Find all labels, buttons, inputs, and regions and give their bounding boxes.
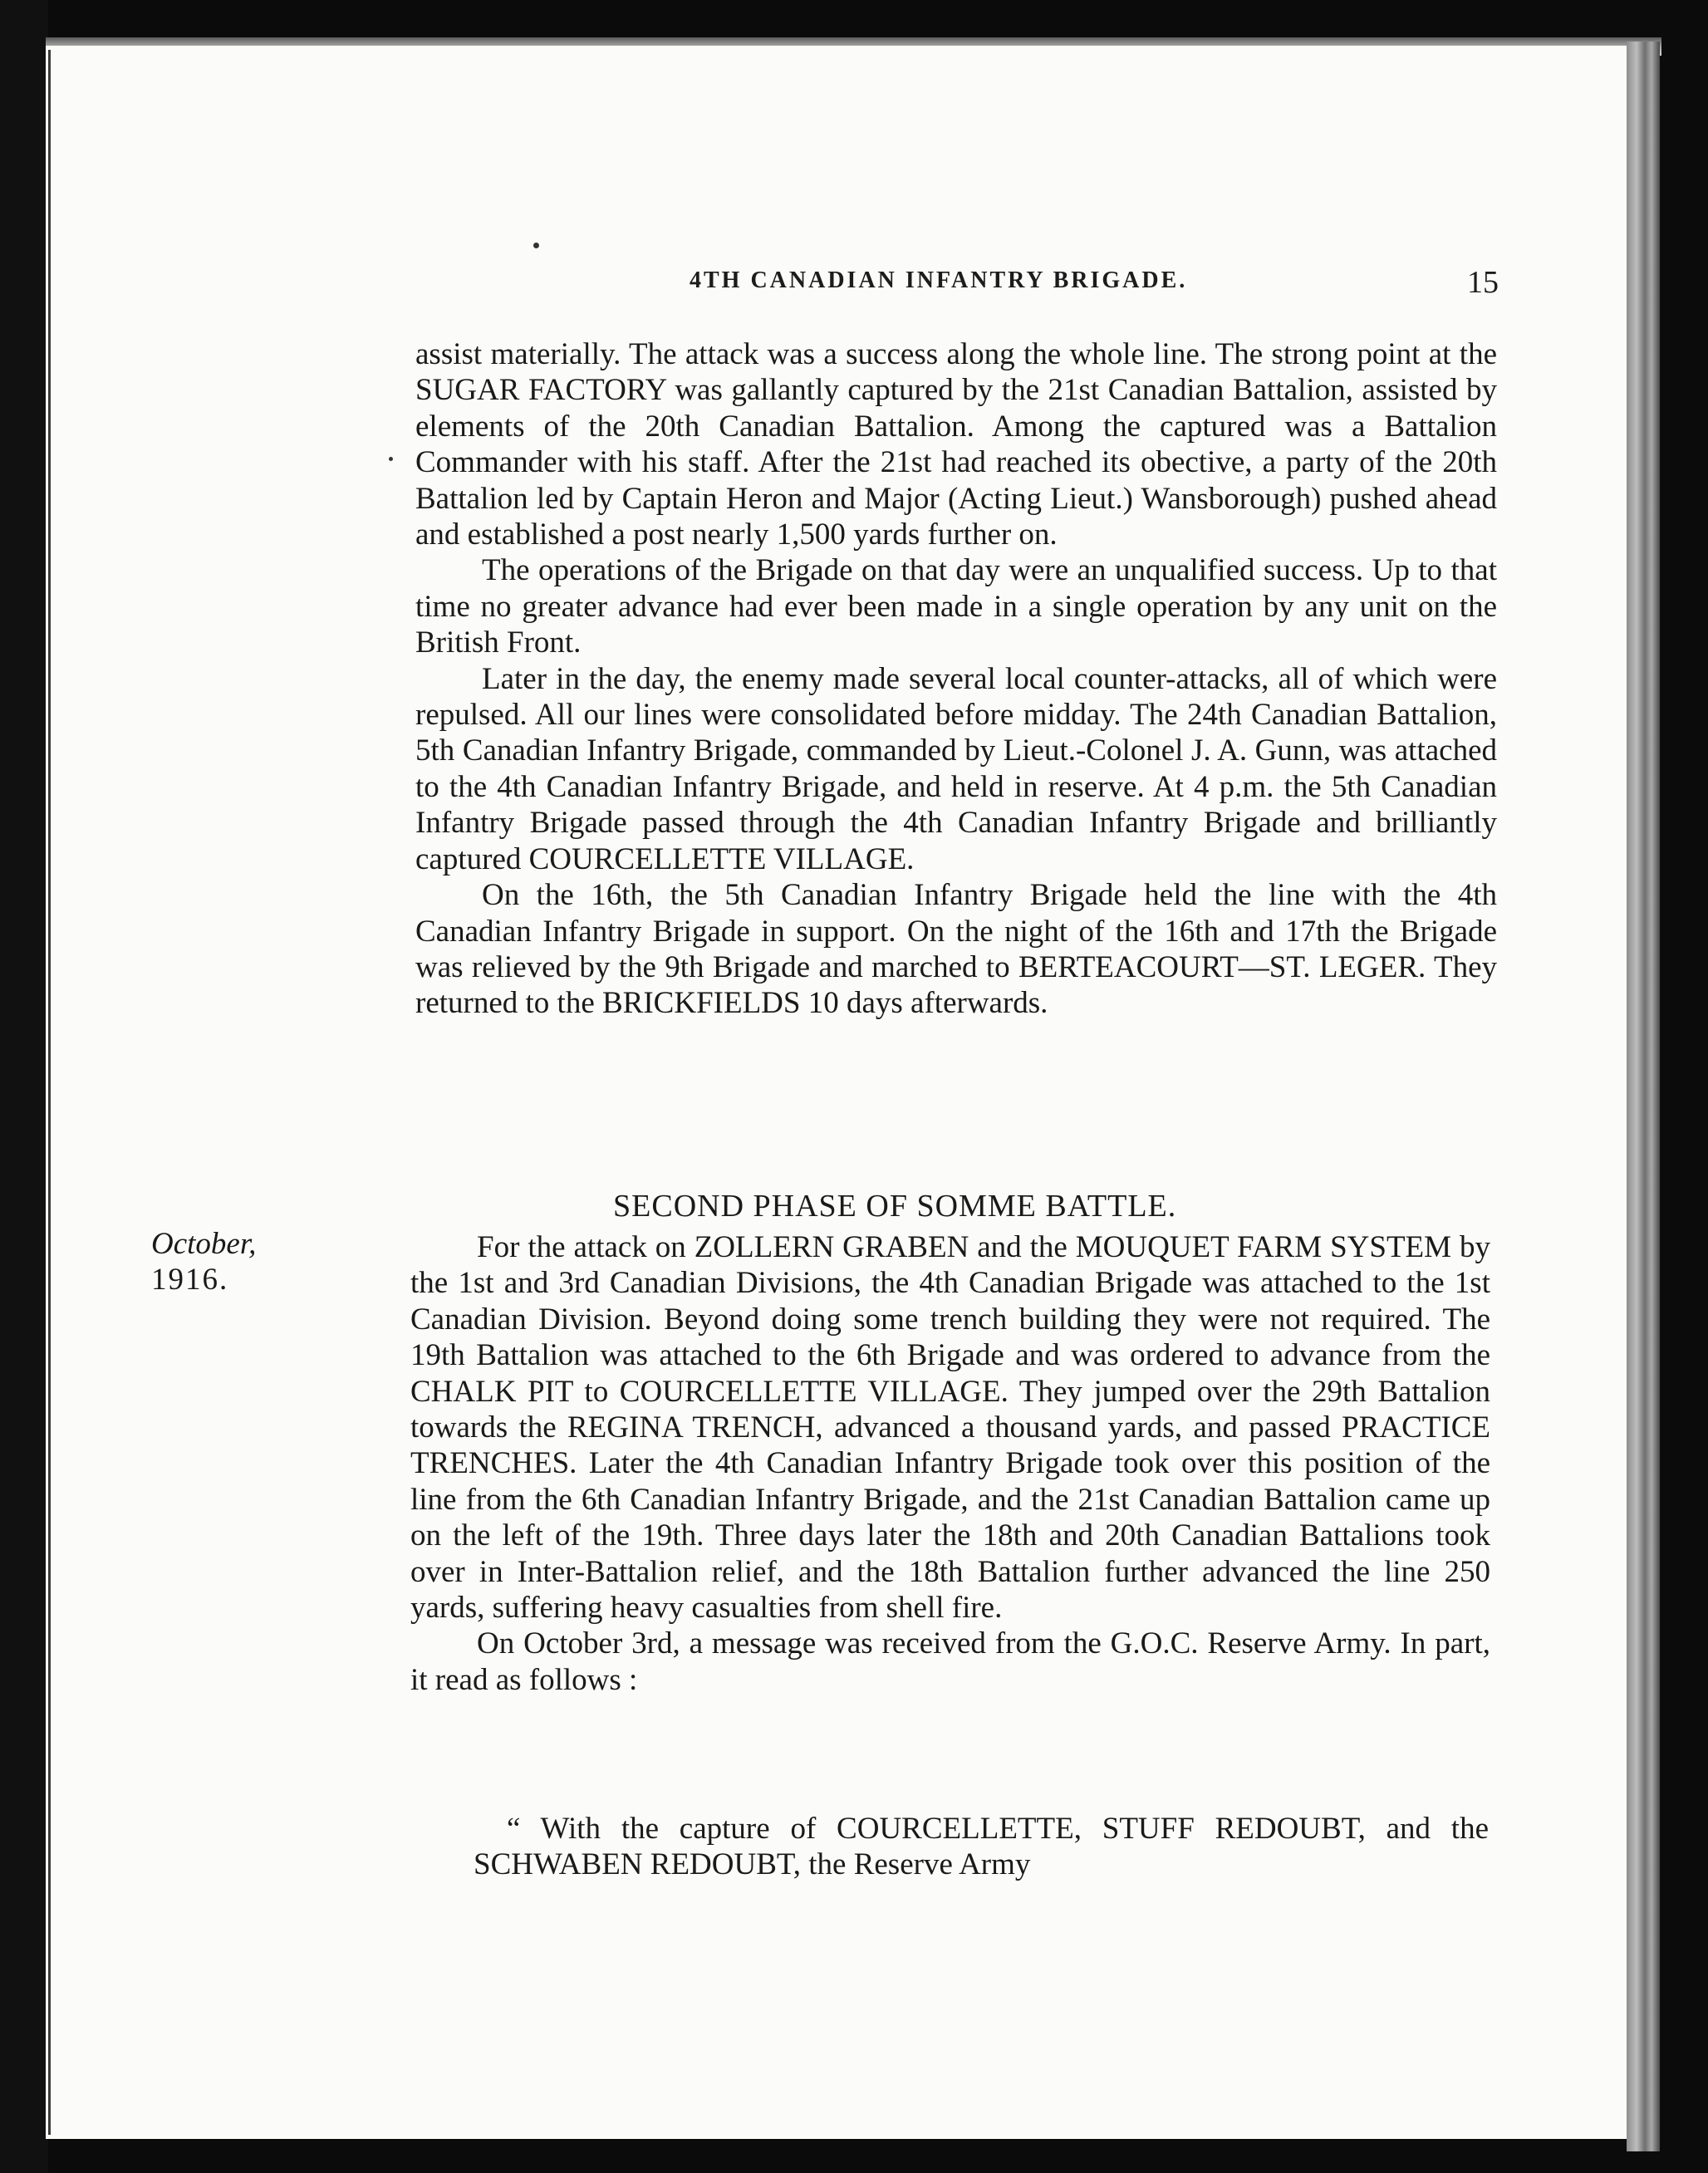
paragraph: On the 16th, the 5th Canadian Infantry Brigade held the line with the 4th Canadian Infantry Brigade in support. On the night of the 16th and 17th the Brigade was relieved by the 9th Brigade and marched to BERTEACOURT—ST. LEGER. They returned to the BRICKFIELDS 10 days afterwards. — [415, 878, 1497, 1021]
paragraph: Later in the day, the enemy made several local counter-attacks, all of which were repulsed. All our lines were consolidated before midday. The 24th Canadian Battalion, 5th Canadian Infantry Brigade, commanded by Lieut.-Colonel J. A. Gunn, was attached to the 4th Canadian Infantry Brigade, and held in reserve. At 4 p.m. the 5th Canadian Infantry Brigade passed through the 4th Canadian Infantry Brigade and brilliantly captured COURCELLETTE VILLAGE. — [415, 661, 1497, 876]
paragraph: For the attack on ZOLLERN GRABEN and the MOUQUET FARM SYSTEM by the 1st and 3rd Canadian Divisions, the 4th Canadian Brigade was attached to the 1st Canadian Division. Beyond doing some trench building they were not required. The 19th Battalion was attached to the 6th Brigade and was ordered to advance from the CHALK PIT to COURCELLETTE VILLAGE. They jumped over the 29th Battalion towards the REGINA TRENCH, advanced a thousand yards, and passed PRACTICE TRENCHES. Later the 4th Canadian Infantry Brigade took over this position of the line from the 6th Canadian Infantry Brigade, and the 21st Canadian Battalion came up on the left of the 19th. Three days later the 18th and 20th Canadian Battalions took over in Inter-Battalion relief, and the 18th Battalion further advanced the line 250 yards, suffering heavy casualties from shell fire. — [410, 1230, 1490, 1626]
section-heading: SECOND PHASE OF SOMME BATTLE. — [613, 1189, 1177, 1224]
margin-year: 1916. — [151, 1263, 229, 1297]
body-text-section — [410, 1229, 1490, 1698]
running-head: 4TH CANADIAN INFANTRY BRIGADE. — [690, 267, 1188, 293]
ink-speck — [533, 243, 539, 248]
paragraph: The operations of the Brigade on that day were an unqualified success. Up to that time no greater advance had ever been made in a single operation by any unit on the British Front. — [415, 553, 1497, 660]
margin-month: October, — [151, 1227, 257, 1261]
paragraph: assist materially. The attack was a success along the whole line. The strong point at the SUGAR FACTORY was gallantly captured by the 21st Canadian Battalion, assisted by elements of the 20th Canadian Battalion. Among the captured was a Battalion Commander with his staff. After the 21st had reached its obective, a party of the 20th Battalion led by Captain Heron and Major (Acting Lieut.) Wansborough) pushed ahead and established a post nearly 1,500 yards further on. — [415, 337, 1497, 552]
body-text-top — [415, 336, 1497, 1022]
ink-speck — [389, 457, 393, 461]
paragraph: On October 3rd, a message was received from the G.O.C. Reserve Army. In part, it read as follows : — [410, 1626, 1490, 1697]
book-binding — [0, 0, 48, 2173]
margin-date-note — [151, 1226, 256, 1297]
quoted-message — [474, 1811, 1489, 1883]
gutter-line — [48, 50, 51, 2135]
page-number: 15 — [1467, 265, 1499, 300]
page-right-edge — [1627, 42, 1660, 2151]
quote-text: “ With the capture of COURCELLETTE, STUFF REDOUBT, and the SCHWABEN REDOUBT, the Reserve Army — [474, 1812, 1489, 1882]
